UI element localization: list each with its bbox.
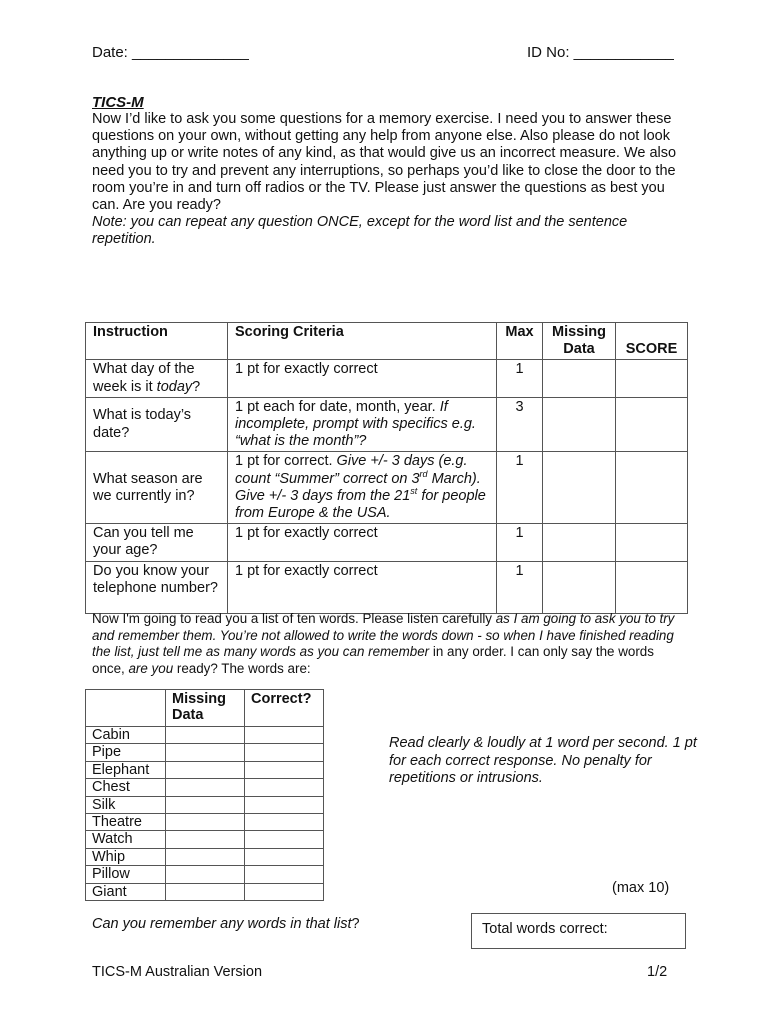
instruction-cell: What season are we currently in?	[86, 452, 228, 524]
word-cell: Watch	[86, 831, 166, 848]
word-cell: Whip	[86, 848, 166, 865]
criteria-cell: 1 pt for correct. Give +/- 3 days (e.g. count “Summer” correct on 3rd March). Give +/- 3 days from the 21st for people from Europe & the USA.	[228, 452, 497, 524]
word-list-table	[85, 689, 324, 901]
word-cell: Pipe	[86, 744, 166, 761]
intro-text: Now I’d like to ask you some questions for a memory exercise. I need you to answer these questions on your own, without getting any help from anyone else. Also please do not look anything up or write notes of any kind, as that would give us an incorrect measure. We also need you to try and prevent any interruptions, so perhaps you’d like to close the door to the room you’re in and turn off radios or the TV. Please just answer the questions as best you can. Are you ready?	[92, 111, 677, 214]
header-max: Max	[497, 323, 543, 360]
recall-prompt: Can you remember any words in that list?	[92, 916, 360, 932]
score-cell[interactable]	[616, 561, 688, 613]
table-row	[86, 831, 324, 848]
word-cell: Giant	[86, 883, 166, 900]
instruction-cell: Do you know your telephone number?	[86, 561, 228, 613]
missing-data-cell[interactable]	[166, 727, 245, 744]
table-row	[86, 360, 688, 397]
correct-cell[interactable]	[245, 779, 324, 796]
table-row	[86, 866, 324, 883]
missing-data-cell[interactable]	[166, 761, 245, 778]
max-score-note: (max 10)	[612, 880, 670, 896]
table-row	[86, 397, 688, 452]
total-words-correct-box[interactable]	[471, 913, 686, 949]
word-cell: Chest	[86, 779, 166, 796]
word-list-instructions: Now I'm going to read you a list of ten words. Please listen carefully as I am going to ask you to try and remember them. You’re not allowed to write the words down - so when I have finished reading the list, just tell me as many words as you can remember in any order. I can only say the words once, are you ready? The words are:	[92, 611, 675, 676]
criteria-cell: 1 pt for exactly correct	[228, 524, 497, 561]
instruction-cell: What is today’s date?	[86, 397, 228, 452]
correct-cell[interactable]	[245, 744, 324, 761]
intro-block	[92, 111, 682, 249]
table-row	[86, 848, 324, 865]
table-row	[86, 761, 324, 778]
correct-cell[interactable]	[245, 814, 324, 831]
missing-data-cell[interactable]	[166, 814, 245, 831]
missing-data-cell[interactable]	[166, 866, 245, 883]
instruction-cell: What day of the week is it today?	[86, 360, 228, 397]
scoring-table-header	[86, 323, 688, 360]
header-missing-data: Missing Data	[166, 690, 245, 727]
correct-cell[interactable]	[245, 796, 324, 813]
max-cell: 1	[497, 452, 543, 524]
max-cell: 1	[497, 524, 543, 561]
word-table-header	[86, 690, 324, 727]
table-row	[86, 744, 324, 761]
header-score: SCORE	[616, 323, 688, 360]
table-row	[86, 452, 688, 524]
missing-data-cell[interactable]	[166, 796, 245, 813]
table-row	[86, 779, 324, 796]
score-cell[interactable]	[616, 452, 688, 524]
footer-version: TICS-M Australian Version	[92, 964, 263, 980]
missing-data-cell[interactable]	[166, 779, 245, 796]
instruction-cell: Can you tell me your age?	[86, 524, 228, 561]
missing-data-cell[interactable]	[166, 744, 245, 761]
missing-data-cell[interactable]	[166, 883, 245, 900]
correct-cell[interactable]	[245, 727, 324, 744]
missing-data-cell[interactable]	[543, 452, 616, 524]
word-cell: Theatre	[86, 814, 166, 831]
max-cell: 1	[497, 360, 543, 397]
missing-data-cell[interactable]	[166, 831, 245, 848]
word-cell: Cabin	[86, 727, 166, 744]
reading-instructions: Read clearly & loudly at 1 word per second. 1 pt for each correct response. No penalty for repetitions or intrusions.	[389, 735, 697, 786]
table-row	[86, 561, 688, 613]
header-missing-data: Missing Data	[543, 323, 616, 360]
scoring-table	[85, 322, 688, 614]
missing-data-cell[interactable]	[543, 397, 616, 452]
criteria-cell: 1 pt for exactly correct	[228, 360, 497, 397]
header-correct: Correct?	[245, 690, 324, 727]
table-row	[86, 796, 324, 813]
criteria-cell: 1 pt for exactly correct	[228, 561, 497, 613]
correct-cell[interactable]	[245, 866, 324, 883]
correct-cell[interactable]	[245, 761, 324, 778]
word-cell: Elephant	[86, 761, 166, 778]
missing-data-cell[interactable]	[543, 561, 616, 613]
missing-data-cell[interactable]	[543, 360, 616, 397]
score-cell[interactable]	[616, 360, 688, 397]
correct-cell[interactable]	[245, 831, 324, 848]
table-row	[86, 727, 324, 744]
table-row	[86, 883, 324, 900]
page-number: 1/2	[647, 964, 668, 980]
date-field-label: Date: ______________	[92, 44, 249, 61]
missing-data-cell[interactable]	[543, 524, 616, 561]
max-cell: 1	[497, 561, 543, 613]
table-row	[86, 524, 688, 561]
word-cell: Pillow	[86, 866, 166, 883]
word-cell: Silk	[86, 796, 166, 813]
header-criteria: Scoring Criteria	[228, 323, 497, 360]
criteria-cell: 1 pt each for date, month, year. If incomplete, prompt with specifics e.g. “what is the month”?	[228, 397, 497, 452]
score-cell[interactable]	[616, 397, 688, 452]
total-words-correct-label: Total words correct:	[482, 921, 608, 937]
intro-note: Note: you can repeat any question ONCE, except for the word list and the sentence repetition.	[92, 214, 628, 248]
word-column-header	[86, 690, 166, 727]
max-cell: 3	[497, 397, 543, 452]
missing-data-cell[interactable]	[166, 848, 245, 865]
id-number-field-label: ID No: ____________	[527, 44, 674, 61]
score-cell[interactable]	[616, 524, 688, 561]
form-title: TICS-M	[92, 94, 144, 111]
table-row	[86, 814, 324, 831]
correct-cell[interactable]	[245, 848, 324, 865]
correct-cell[interactable]	[245, 883, 324, 900]
header-instruction: Instruction	[86, 323, 228, 360]
